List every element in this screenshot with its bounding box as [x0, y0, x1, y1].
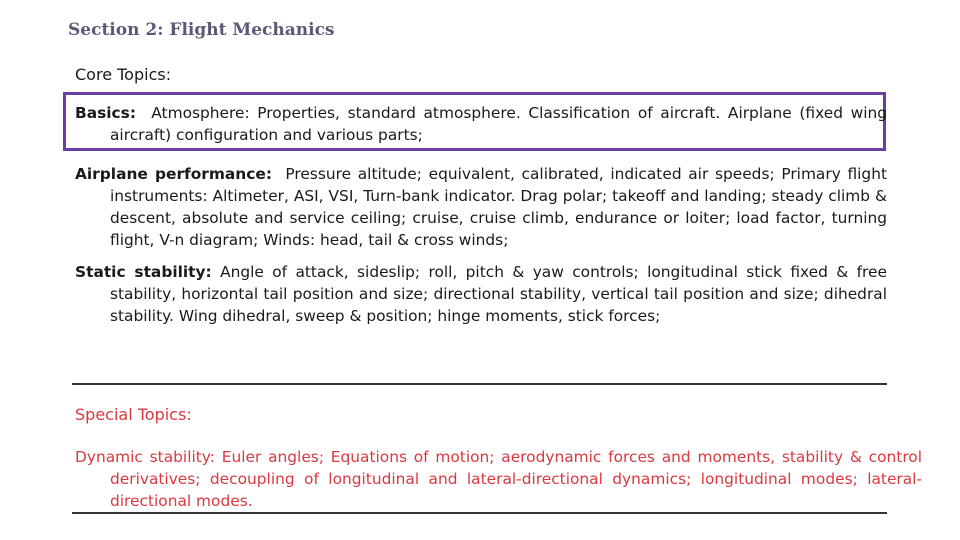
topic-dynamic-stability: Dynamic stability: Euler angles; Equations of motion; aerodynamic forces and moments, stability & control derivatives; decoupling of longitudinal and lateral-directional dynamics; longitudinal modes; lateral-directional modes.: [75, 448, 922, 510]
topic-text: Angle of attack, sideslip; roll, pitch & yaw controls; longitudinal stick fixed & free stability, horizontal tail position and size; directional stability, vertical tail position and size; dihedral stability. Wing dihedral, sweep & position; hinge moments, stick forces;: [110, 263, 887, 325]
topic-label: Airplane performance:: [75, 165, 272, 183]
core-topics-heading: Core Topics:: [75, 65, 172, 84]
divider-core: [72, 383, 887, 385]
section-title: Section 2: Flight Mechanics: [68, 20, 335, 40]
topic-airplane-performance: [75, 163, 887, 251]
topic-basics: [75, 102, 887, 146]
core-topics-block: [75, 64, 887, 327]
special-topics-heading: Special Topics:: [75, 405, 192, 424]
topic-text: Pressure altitude; equivalent, calibrated, indicated air speeds; Primary flight instruments: Altimeter, ASI, VSI, Turn-bank indicator. Drag polar; takeoff and landing; steady climb & descent, absolute and service ceiling; cruise, cruise climb, endurance or loiter; load factor, turning flight, V-n diagram; Winds: head, tail & cross winds;: [110, 165, 887, 249]
divider-special: [72, 512, 887, 514]
topic-text: Atmosphere: Properties, standard atmosphere. Classification of aircraft. Airplane (fixed wing aircraft) configuration and various parts;: [110, 104, 887, 144]
topic-label: Basics:: [75, 104, 136, 122]
topic-static-stability: [75, 261, 887, 327]
topic-label: Static stability:: [75, 263, 212, 281]
